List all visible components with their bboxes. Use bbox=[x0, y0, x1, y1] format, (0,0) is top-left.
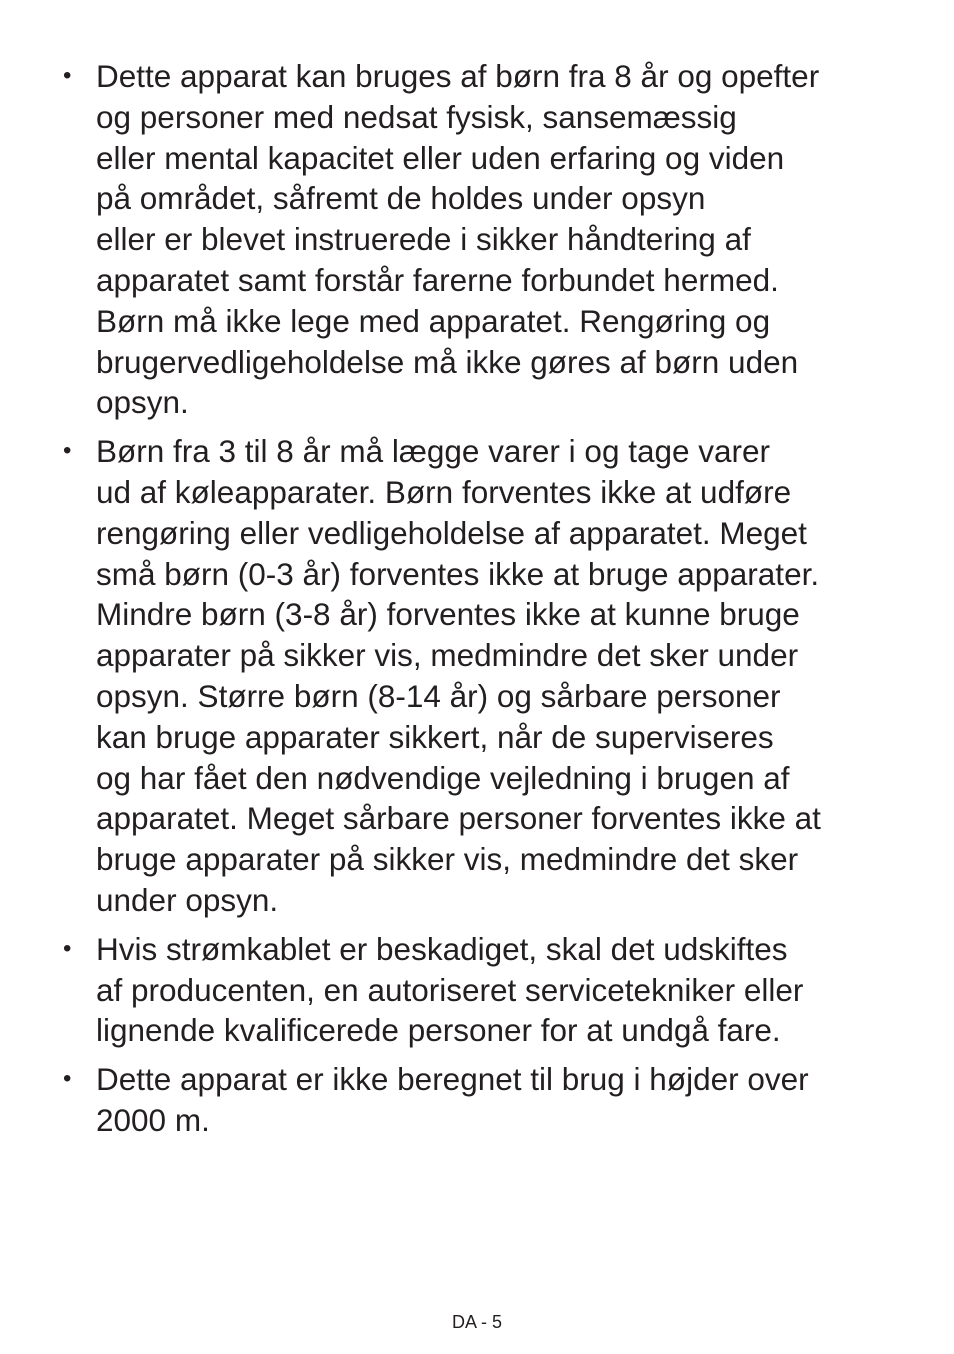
bullet-text-line: apparatet samt forstår farerne forbundet hermed. bbox=[96, 261, 779, 298]
bullet-text-line: opsyn. bbox=[96, 384, 189, 421]
bullet-text-line: små børn (0-3 år) forventes ikke at bruge apparater. bbox=[96, 555, 820, 592]
bullet-text-line: lignende kvalificerede personer for at undgå fare. bbox=[96, 1012, 781, 1049]
bullet-item-children-3-to-8 bbox=[60, 431, 900, 921]
bullet-dot-icon: • bbox=[63, 1065, 72, 1093]
bullet-text-line: rengøring eller vedligeholdelse af apparatet. Meget bbox=[96, 514, 807, 551]
page-number-footer: DA - 5 bbox=[451, 1312, 503, 1332]
bullet-text-line: på området, såfremt de holdes under opsyn bbox=[96, 180, 706, 217]
bullet-text-line: Dette apparat kan bruges af børn fra 8 år og opefter bbox=[96, 58, 820, 94]
bullet-dot-icon: • bbox=[63, 62, 72, 89]
bullet-item-altitude bbox=[60, 1059, 900, 1141]
bullet-text-line: apparatet. Meget sårbare personer forventes ikke at bbox=[96, 800, 821, 837]
bullet-text-line: kan bruge apparater sikkert, når de superviseres bbox=[96, 718, 774, 755]
bullet-text-line: Mindre børn (3-8 år) forventes ikke at kunne bruge bbox=[96, 596, 800, 633]
bullet-text-line: Børn fra 3 til 8 år må lægge varer i og tage varer bbox=[96, 433, 771, 470]
bullet-dot-icon: • bbox=[63, 437, 72, 465]
bullet-text-line: af producenten, en autoriseret servicetekniker eller bbox=[96, 971, 804, 1008]
bullet-text-line: eller er blevet instruerede i sikker håndtering af bbox=[96, 221, 751, 258]
bullet-text-line: eller mental kapacitet eller uden erfaring og viden bbox=[96, 139, 785, 176]
bullet-text-line: bruge apparater på sikker vis, medmindre det sker bbox=[96, 841, 799, 878]
bullet-text-line: Børn må ikke lege med apparatet. Rengøring og bbox=[96, 302, 771, 339]
bullet-text-line: apparater på sikker vis, medmindre det sker under bbox=[96, 637, 799, 674]
safety-bullet-list bbox=[60, 56, 900, 1149]
bullet-text-line: ud af køleapparater. Børn forventes ikke at udføre bbox=[96, 473, 792, 510]
bullet-text-line: Hvis strømkablet er beskadiget, skal det udskiftes bbox=[96, 930, 788, 967]
bullet-item-power-cable bbox=[60, 929, 900, 1051]
bullet-text-line: Dette apparat er ikke beregnet til brug i højder over bbox=[96, 1061, 809, 1098]
bullet-text-line: og har fået den nødvendige vejledning i brugen af bbox=[96, 759, 790, 796]
bullet-text-line: opsyn. Større børn (8-14 år) og sårbare personer bbox=[96, 677, 781, 714]
bullet-dot-icon: • bbox=[63, 934, 72, 962]
bullet-text-line: brugervedligeholdelse må ikke gøres af børn uden bbox=[96, 343, 799, 380]
bullet-text-line: og personer med nedsat fysisk, sansemæssig bbox=[96, 98, 737, 135]
bullet-text-line: under opsyn. bbox=[96, 881, 279, 918]
bullet-text-line: 2000 m. bbox=[96, 1101, 210, 1138]
bullet-item-children-age-8 bbox=[60, 56, 900, 423]
